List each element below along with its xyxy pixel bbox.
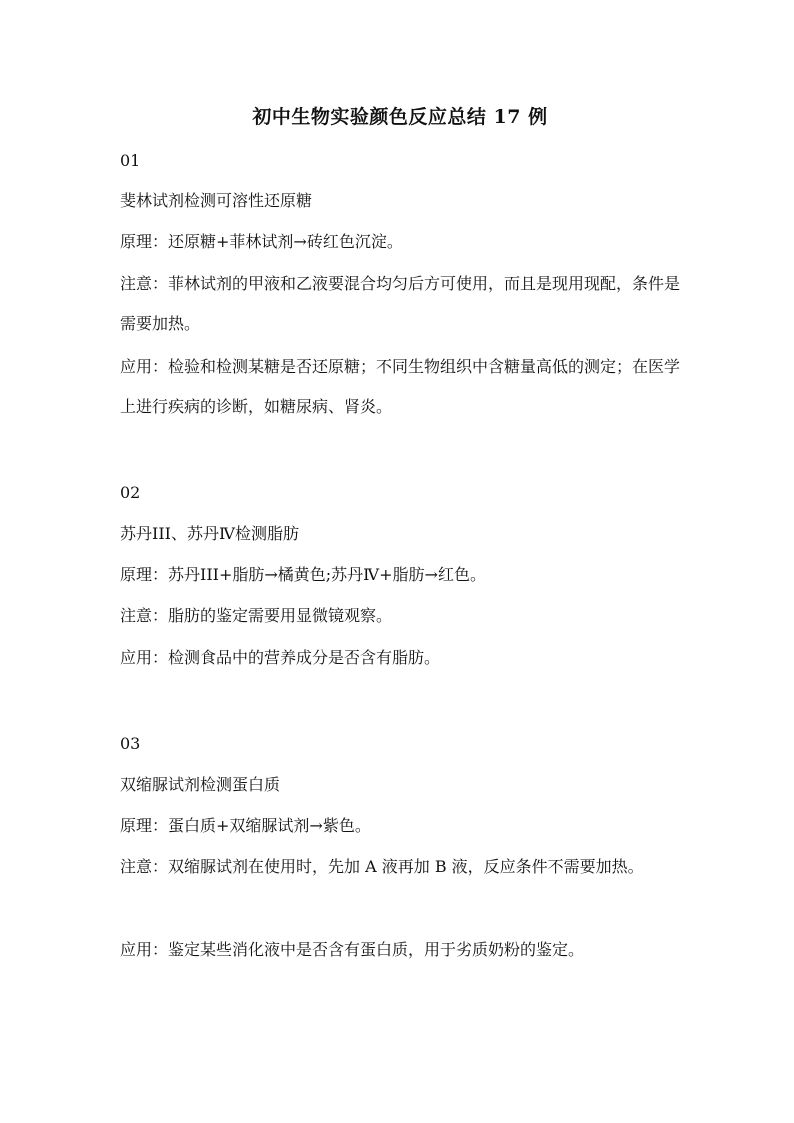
section-number: 03 (120, 734, 141, 753)
section-heading: 苏丹III、苏丹Ⅳ检测脂肪 (120, 524, 299, 543)
section-note: 注意：脂肪的鉴定需要用显微镜观察。 (120, 606, 393, 625)
section-principle: 原理：苏丹III+脂肪→橘黄色;苏丹Ⅳ+脂肪→红色。 (120, 565, 486, 584)
section-heading: 斐林试剂检测可溶性还原糖 (120, 191, 313, 210)
section-principle: 原理：还原糖+菲林试剂→砖红色沉淀。 (120, 232, 403, 251)
document-page (120, 0, 680, 1123)
section-application: 应用：检测食品中的营养成分是否含有脂肪。 (120, 648, 441, 667)
section-note: 注意：双缩脲试剂在使用时，先加 A 液再加 B 液，反应条件不需要加热。 (120, 857, 644, 876)
section-number: 02 (120, 483, 141, 502)
section-number: 01 (120, 151, 141, 170)
section-heading: 双缩脲试剂检测蛋白质 (120, 775, 281, 794)
document-title: 初中生物实验颜色反应总结 17 例 (252, 106, 548, 128)
section-note: 注意：菲林试剂的甲液和乙液要混合均匀后方可使用，而且是现用现配，条件是需要加热。 (120, 274, 681, 333)
section-application: 应用：检验和检测某糖是否还原糖；不同生物组织中含糖量高低的测定；在医学上进行疾病的诊断，如糖尿病、肾炎。 (120, 357, 681, 416)
section-principle: 原理：蛋白质+双缩脲试剂→紫色。 (120, 816, 371, 835)
section-application: 应用：鉴定某些消化液中是否含有蛋白质，用于劣质奶粉的鉴定。 (120, 940, 585, 959)
